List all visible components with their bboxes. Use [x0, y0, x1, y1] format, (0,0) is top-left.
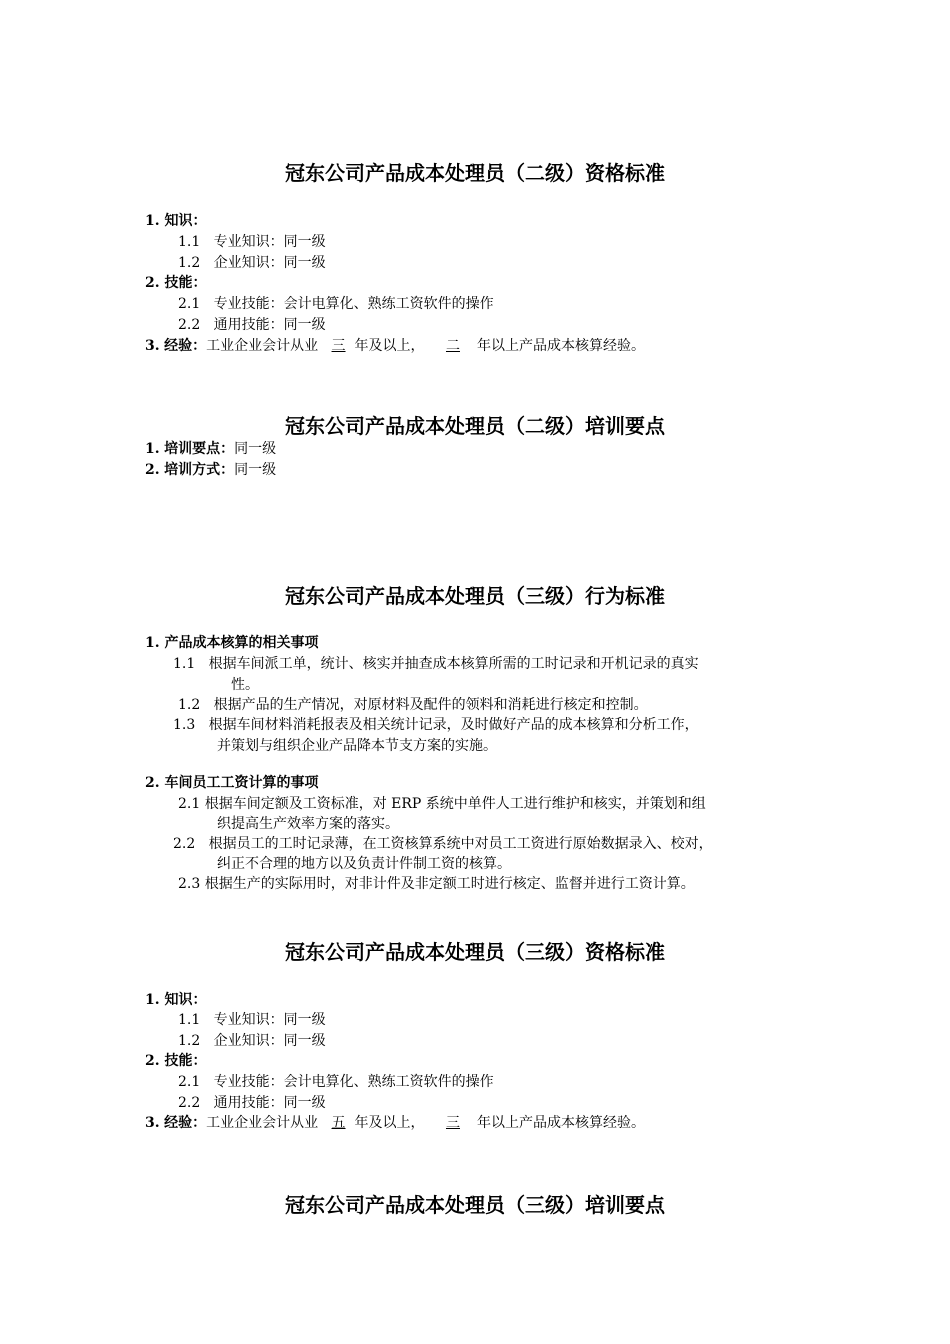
sec1-skills-heading: [145, 276, 207, 290]
experience-text: 工业企业会计从业: [206, 1115, 319, 1131]
heading-label: 培训要点：: [164, 441, 235, 457]
list-text: 通用技能：同一级: [213, 317, 326, 333]
list-text: 专业知识：同一级: [213, 234, 326, 250]
list-text: 通用技能：同一级: [213, 1095, 326, 1111]
experience-text: 年及以上，: [354, 1115, 425, 1131]
years-field: 三: [445, 1115, 460, 1131]
list-text: 专业技能：会计电算化、熟练工资软件的操作: [213, 1074, 494, 1090]
list-number: 2.2: [178, 317, 201, 333]
experience-text: 年以上产品成本核算经验。: [476, 1115, 645, 1131]
sec4-knowledge-heading: [145, 993, 207, 1007]
sec4-title: 冠东公司产品成本处理员（三级）资格标准: [285, 940, 665, 964]
list-number: 3.: [145, 338, 160, 354]
list-number: 1.: [145, 635, 160, 651]
sec3-item-1-3: [173, 718, 699, 732]
sec3-item-2-2-cont: 纠正不合理的地方以及负责计件制工资的核算。: [217, 856, 511, 872]
list-number: 1.2: [178, 697, 201, 713]
experience-text: 年及以上，: [354, 338, 425, 354]
sec4-skills-heading: [145, 1054, 207, 1068]
years-field: 三: [331, 338, 346, 354]
list-number: 2.1: [178, 1074, 201, 1090]
list-text: 根据产品的生产情况，对原材料及配件的领料和消耗进行核定和控制。: [213, 697, 648, 713]
sec3-heading-2: [145, 776, 319, 790]
years-field: 五: [331, 1115, 346, 1131]
sec4-s1: [178, 1075, 494, 1089]
list-number: 1.: [145, 213, 160, 229]
sec1-knowledge-heading: [145, 214, 207, 228]
list-number: 1.3: [173, 717, 196, 733]
sec3-title: 冠东公司产品成本处理员（三级）行为标准: [285, 584, 665, 608]
sec3-item-1-2: [178, 698, 648, 712]
sec3-item-1-1-cont: 性。: [231, 677, 259, 693]
sec1-experience: [145, 339, 645, 353]
heading-label: 技能：: [164, 1053, 207, 1069]
sec4-k1: [178, 1013, 326, 1027]
list-number: 1.1: [178, 234, 201, 250]
list-number: 2.2: [178, 1095, 201, 1111]
years-field: 二: [445, 338, 460, 354]
list-number: 2.1: [178, 796, 201, 812]
list-number: 1.: [145, 992, 160, 1008]
heading-label: 知识：: [164, 213, 207, 229]
sec1-k1: [178, 235, 326, 249]
list-number: 2.: [145, 775, 160, 791]
sec4-experience: [145, 1116, 645, 1130]
sec3-item-2-1: [178, 797, 706, 811]
sec4-s2: [178, 1096, 326, 1110]
list-number: 1.2: [178, 1033, 201, 1049]
sec3-item-2-2: [173, 837, 713, 851]
sec4-k2: [178, 1034, 326, 1048]
list-number: 3.: [145, 1115, 160, 1131]
heading-label: 经验：: [164, 338, 207, 354]
list-number: 2.: [145, 1053, 160, 1069]
list-text: 根据车间材料消耗报表及相关统计记录，及时做好产品的成本核算和分析工作，: [208, 717, 699, 733]
list-text: 专业技能：会计电算化、熟练工资软件的操作: [213, 296, 494, 312]
list-number: 1.1: [178, 1012, 201, 1028]
experience-text: 工业企业会计从业: [206, 338, 319, 354]
heading-label: 产品成本核算的相关事项: [164, 635, 319, 651]
list-text: 根据生产的实际用时，对非计件及非定额工时进行核定、监督并进行工资计算。: [204, 876, 695, 892]
list-text: 企业知识：同一级: [213, 1033, 326, 1049]
list-number: 2.: [145, 275, 160, 291]
list-text: 根据车间定额及工资标准，对 ERP 系统中单件人工进行维护和核实，并策划和组: [204, 796, 706, 812]
list-text: 根据车间派工单，统计、核实并抽查成本核算所需的工时记录和开机记录的真实: [208, 656, 699, 672]
sec2-title: 冠东公司产品成本处理员（二级）培训要点: [285, 414, 665, 438]
heading-label: 技能：: [164, 275, 207, 291]
list-number: 1.2: [178, 255, 201, 271]
sec3-item-1-3-cont: 并策划与组织企业产品降本节支方案的实施。: [217, 738, 497, 754]
list-text: 专业知识：同一级: [213, 1012, 326, 1028]
sec1-s1: [178, 297, 494, 311]
list-number: 1.: [145, 441, 160, 457]
sec1-title: 冠东公司产品成本处理员（二级）资格标准: [285, 161, 665, 185]
list-number: 2.2: [173, 836, 196, 852]
list-text: 企业知识：同一级: [213, 255, 326, 271]
sec3-item-1-1: [173, 657, 699, 671]
sec2-item2: [145, 463, 276, 477]
sec1-k2: [178, 256, 326, 270]
heading-label: 车间员工工资计算的事项: [164, 775, 319, 791]
list-text: 根据员工的工时记录薄，在工资核算系统中对员工工资进行原始数据录入、校对，: [208, 836, 713, 852]
heading-label: 培训方式：: [164, 462, 235, 478]
sec3-item-2-3: [178, 877, 695, 891]
list-number: 2.1: [178, 296, 201, 312]
list-number: 1.1: [173, 656, 196, 672]
sec2-item1: [145, 442, 276, 456]
list-number: 2.3: [178, 876, 201, 892]
list-text: 同一级: [234, 441, 277, 457]
experience-text: 年以上产品成本核算经验。: [476, 338, 645, 354]
list-number: 2.: [145, 462, 160, 478]
list-text: 同一级: [234, 462, 277, 478]
sec3-item-2-1-cont: 织提高生产效率方案的落实。: [217, 816, 399, 832]
sec1-s2: [178, 318, 326, 332]
heading-label: 知识：: [164, 992, 207, 1008]
sec5-title: 冠东公司产品成本处理员（三级）培训要点: [285, 1193, 665, 1217]
heading-label: 经验：: [164, 1115, 207, 1131]
sec3-heading-1: [145, 636, 319, 650]
